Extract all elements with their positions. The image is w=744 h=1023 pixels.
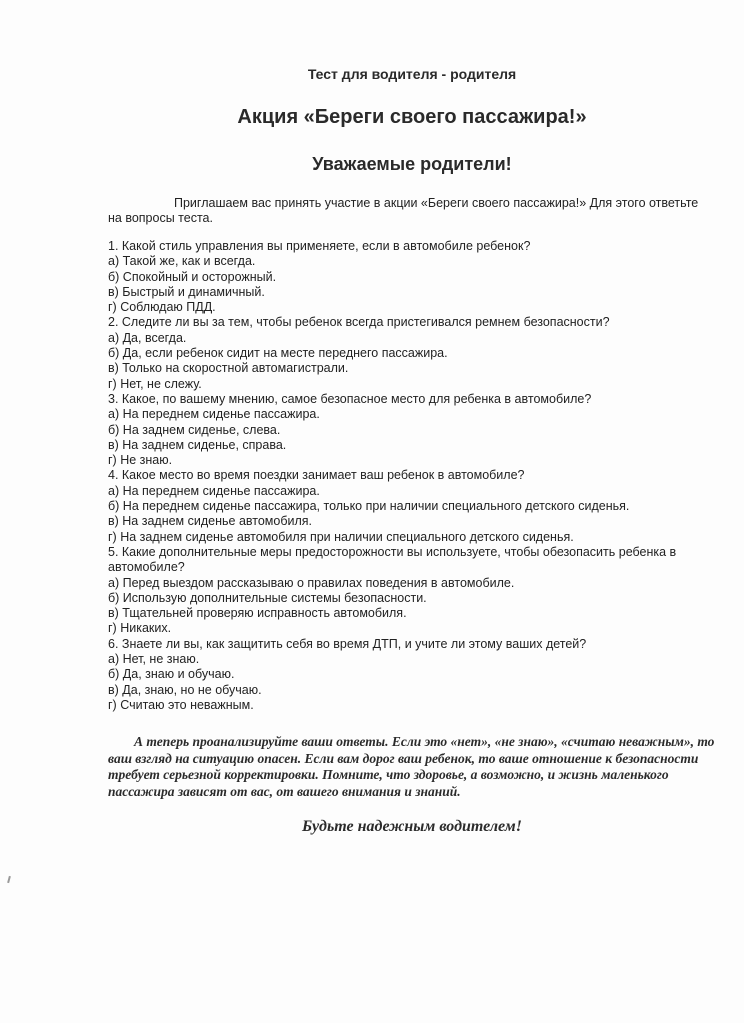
intro-paragraph: Приглашаем вас принять участие в акции «Береги своего пассажира!» Для этого ответьте на вопросы теста. — [108, 196, 699, 225]
answer-option: г) На заднем сиденье автомобиля при наличии специального детского сиденья. — [108, 529, 574, 544]
questionnaire — [108, 239, 708, 713]
conclusion-paragraph: А теперь проанализируйте ваши ответы. Если это «нет», «не знаю», «считаю неважным», то ваш взгляд на ситуацию опасен. Если вам дорог ваш ребенок, то ваше отношение к безопасности требует серьезной корректировки. Помните, что здоровье, а возможно, и жизнь маленького пассажира зависят от вас, от вашего внимания и знаний. — [108, 734, 715, 799]
answer-option: б) Да, знаю и обучаю. — [108, 667, 235, 682]
answer-option: а) На переднем сиденье пассажира. — [108, 483, 320, 498]
question-block — [108, 637, 708, 713]
answer-option: в) На заднем сиденье автомобиля. — [108, 514, 313, 529]
campaign-title: Акция «Береги своего пассажира!» — [237, 106, 587, 128]
scan-speck — [7, 876, 11, 883]
answer-option: г) Нет, не слежу. — [108, 376, 202, 391]
answer-option: в) Быстрый и динамичный. — [108, 284, 265, 299]
answer-option: б) Использую дополнительные системы безопасности. — [108, 590, 427, 605]
question-block — [108, 392, 708, 468]
question-text: 2. Следите ли вы за тем, чтобы ребенок всегда пристегивался ремнем безопасности? — [108, 315, 610, 330]
question-text: 1. Какой стиль управления вы применяете, если в автомобиле ребенок? — [108, 239, 531, 253]
question-block — [108, 315, 708, 391]
question-block — [108, 468, 708, 544]
answer-option: а) На переднем сиденье пассажира. — [108, 407, 320, 422]
answer-option: а) Нет, не знаю. — [108, 652, 200, 667]
answer-option: а) Да, всегда. — [108, 330, 187, 345]
answer-option: г) Соблюдаю ПДД. — [108, 300, 216, 315]
answer-option: г) Не знаю. — [108, 453, 173, 468]
answer-option: в) Только на скоростной автомагистрали. — [108, 361, 349, 376]
question-text: 5. Какие дополнительные меры предосторожности вы используете, чтобы обезопасить ребенка в автомобиле? — [108, 544, 677, 575]
answer-option: а) Такой же, как и всегда. — [108, 254, 256, 269]
answer-option: в) Да, знаю, но не обучаю. — [108, 682, 262, 697]
answer-option: а) Перед выездом рассказываю о правилах поведения в автомобиле. — [108, 575, 515, 590]
question-block — [108, 545, 708, 637]
answer-option: г) Никаких. — [108, 621, 172, 636]
question-text: 3. Какое, по вашему мнению, самое безопасное место для ребенка в автомобиле? — [108, 391, 592, 406]
answer-option: б) Да, если ребенок сидит на месте переднего пассажира. — [108, 346, 448, 361]
answer-option: б) Спокойный и осторожный. — [108, 269, 277, 284]
answer-option: б) На переднем сиденье пассажира, только при наличии специального детского сиденья. — [108, 499, 630, 514]
document-subtitle: Тест для водителя - родителя — [307, 66, 517, 82]
answer-option: б) На заднем сиденье, слева. — [108, 422, 281, 437]
answer-option: в) На заднем сиденье, справа. — [108, 437, 287, 452]
closing-slogan: Будьте надежным водителем! — [302, 818, 522, 835]
question-text: 6. Знаете ли вы, как защитить себя во время ДТП, и учите ли этому ваших детей? — [108, 636, 587, 651]
greeting-heading: Уважаемые родители! — [312, 154, 512, 174]
question-text: 4. Какое место во время поездки занимает ваш ребенок в автомобиле? — [108, 468, 525, 483]
answer-option: г) Считаю это неважным. — [108, 697, 254, 712]
answer-option: в) Тщательней проверяю исправность автомобиля. — [108, 606, 407, 621]
question-block — [108, 239, 708, 315]
